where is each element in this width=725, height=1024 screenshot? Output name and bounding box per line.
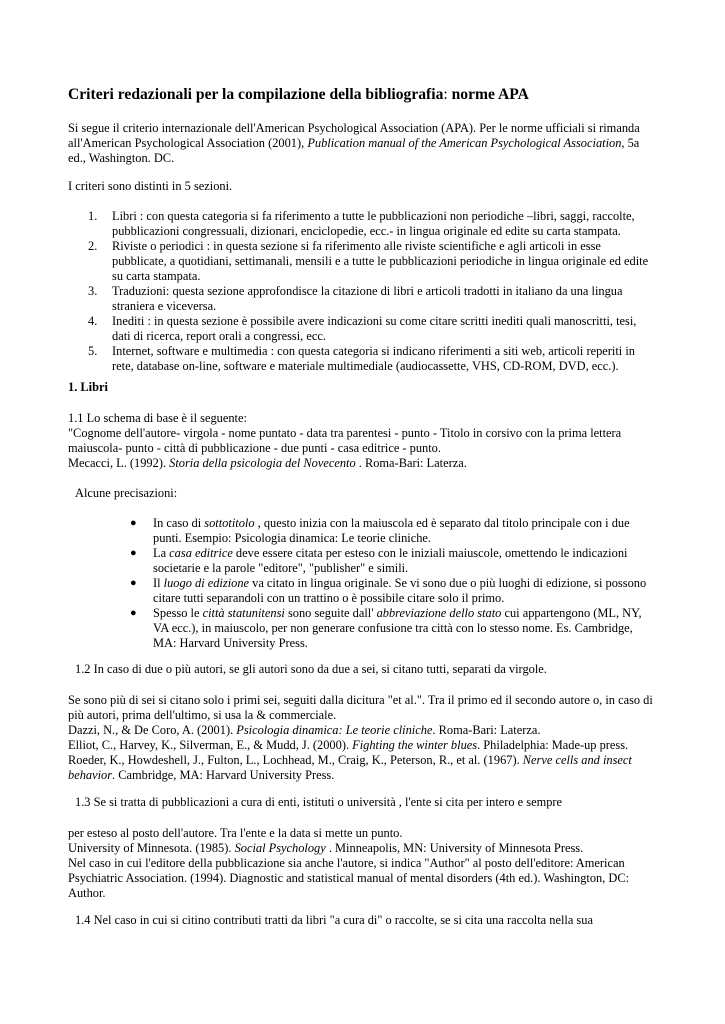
paragraph-1-3-continued (68, 826, 658, 901)
author-as-publisher: Nel caso in cui l'editore della pubblicazione sia anche l'autore, si indica "Author" al posto dell'editore: American Psychiatric Association. (1994). Diagnostic and statistical manual of mental disorders (4th ed.). Washington, DC: Author. (68, 856, 630, 900)
schema-intro: 1.1 Lo schema di base è il seguente: (68, 411, 247, 425)
list-item: ● In caso di sottotitolo , questo inizia con la maiuscola ed è separato dal titolo principale con i due punti. Esempio: Psicologia dinamica: Le teorie cliniche. (130, 516, 630, 545)
list-item: ● Il luogo di edizione va citato in lingua originale. Se vi sono due o più luoghi di edizione, si possono citare tutti separandoli con un trattino o è possibile citare solo il primo. (130, 576, 647, 605)
schema-text: "Cognome dell'autore- virgola - nome puntato - data tra parentesi - punto - Titolo in corsivo con la prima lettera maiuscola- punto - città di pubblicazione - due punti - casa editrice - punto. (68, 426, 622, 455)
list-item (68, 344, 658, 374)
list-item: ● Spesso le città statunitensi sono seguite dall' abbreviazione dello stato cui appartengono (ML, NY, VA ecc.), in maiuscolo, per non generare confusione tra città con lo stesso nome. Es. Cambridge, MA: Harvard University Press. (130, 606, 642, 650)
list-number: 5. (88, 344, 98, 358)
list-item-text: Riviste o periodici : in questa sezione si fa riferimento alle riviste scientifiche e agli articoli in esse pubblicate, a quotidiani, settimanali, mensili e a tutte le pubblicazioni periodiche in lingua originale ed edite su carta stampata. (112, 239, 649, 283)
section-heading-libri: 1. Libri (68, 380, 108, 394)
paragraph-1-2: 1.2 In caso di due o più autori, se gli autori sono da due a sei, si citano tutti, separati da virgole. (75, 662, 547, 676)
sections-list (68, 209, 658, 374)
intro-paragraph (68, 121, 658, 166)
intro-text: Si segue il criterio internazionale dell'American Psychological Association (APA). Per le norme ufficiali si rimanda all'American Psychological Association (2001), (68, 121, 640, 150)
list-item-text: Libri : con questa categoria si fa riferimento a tutte le pubblicazioni non periodiche –libri, saggi, raccolte, pubblicazioni congressuali, dizionari, enciclopedie, ecc.- in lingua originale ed edite su carta stampata. (112, 209, 635, 238)
page-title (68, 86, 529, 104)
list-item (68, 314, 658, 344)
list-item (68, 239, 658, 284)
schema-example: Mecacci, L. (1992). Storia della psicologia del Novecento . Roma-Bari: Laterza. (68, 456, 467, 470)
list-item: ● La casa editrice deve essere citata per esteso con le iniziali maiuscole, omettendo le indicazioni societarie e la parole "editore", "publisher" e simili. (130, 546, 628, 575)
intro-manual-title: Publication manual of the American Psychological Association, (307, 136, 625, 150)
precisazioni-list (68, 516, 658, 651)
paragraph-1-3: 1.3 Se si tratta di pubblicazioni a cura di enti, istituti o università , l'ente si cita per intero e sempre (75, 795, 563, 809)
list-item-text: Traduzioni: questa sezione approfondisce la citazione di libri e articoli tradotti in italiano da una lingua straniera e viceversa. (112, 284, 623, 313)
list-number: 4. (88, 314, 98, 328)
paragraph-1-4: 1.4 Nel caso in cui si citino contributi tratti da libri "a cura di" o raccolte, se si cita una raccolta nella sua (75, 913, 593, 927)
title-main: Criteri redazionali per la compilazione della bibliografia (68, 86, 444, 103)
sections-intro: I criteri sono distinti in 5 sezioni. (68, 179, 233, 193)
list-number: 2. (88, 239, 98, 253)
authors-rule: Se sono più di sei si citano solo i primi sei, seguiti dalla dicitura "et al.". Tra il primo ed il secondo autore o, in caso di più autori, prima dell'ultimo, si usa la & commerciale. (68, 693, 653, 722)
precisazioni-label: Alcune precisazioni: (75, 486, 178, 500)
paragraph-1-1 (68, 411, 658, 471)
list-item-text: Internet, software e multimedia : con questa categoria si indicano riferimenti a siti web, articoli reperiti in rete, database on-line, software e materiale multimediale (audiocassette, VHS, CD-ROM, DVD, ecc.). (112, 344, 635, 373)
intro-edition: 5a ed., Washington. DC. (68, 136, 640, 165)
paragraph-1-2-continued (68, 693, 658, 783)
bullet-icon: ● (130, 547, 137, 559)
example-minnesota: University of Minnesota. (1985). Social Psychology . Minneapolis, MN: University of Minnesota Press. (68, 841, 584, 855)
example-elliot: Elliot, C., Harvey, K., Silverman, E., & Mudd, J. (2000). Fighting the winter blues. Philadelphia: Made-up press. (68, 738, 629, 752)
ente-rule: per esteso al posto dell'autore. Tra l'ente e la data si mette un punto. (68, 826, 403, 840)
bullet-icon: ● (130, 517, 137, 529)
title-sub: norme APA (451, 86, 529, 103)
list-item-text: Inediti : in questa sezione è possibile avere indicazioni su come citare scritti inediti quali manoscritti, tesi, dati di ricerca, report orali a congressi, ecc. (112, 314, 637, 343)
list-number: 1. (88, 209, 98, 223)
example-roeder: Roeder, K., Howdeshell, J., Fulton, L., Lochhead, M., Craig, K., Peterson, R., et al. (1967). Nerve cells and insect behavior. Cambridge, MA: Harvard University Press. (68, 753, 632, 782)
list-item (68, 284, 658, 314)
bullet-icon: ● (130, 577, 137, 589)
list-item (68, 209, 658, 239)
bullet-icon: ● (130, 607, 137, 619)
title-separator: : (443, 86, 452, 103)
example-dazzi: Dazzi, N., & De Coro, A. (2001). Psicologia dinamica: Le teorie cliniche. Roma-Bari: Laterza. (68, 723, 541, 737)
list-number: 3. (88, 284, 98, 298)
